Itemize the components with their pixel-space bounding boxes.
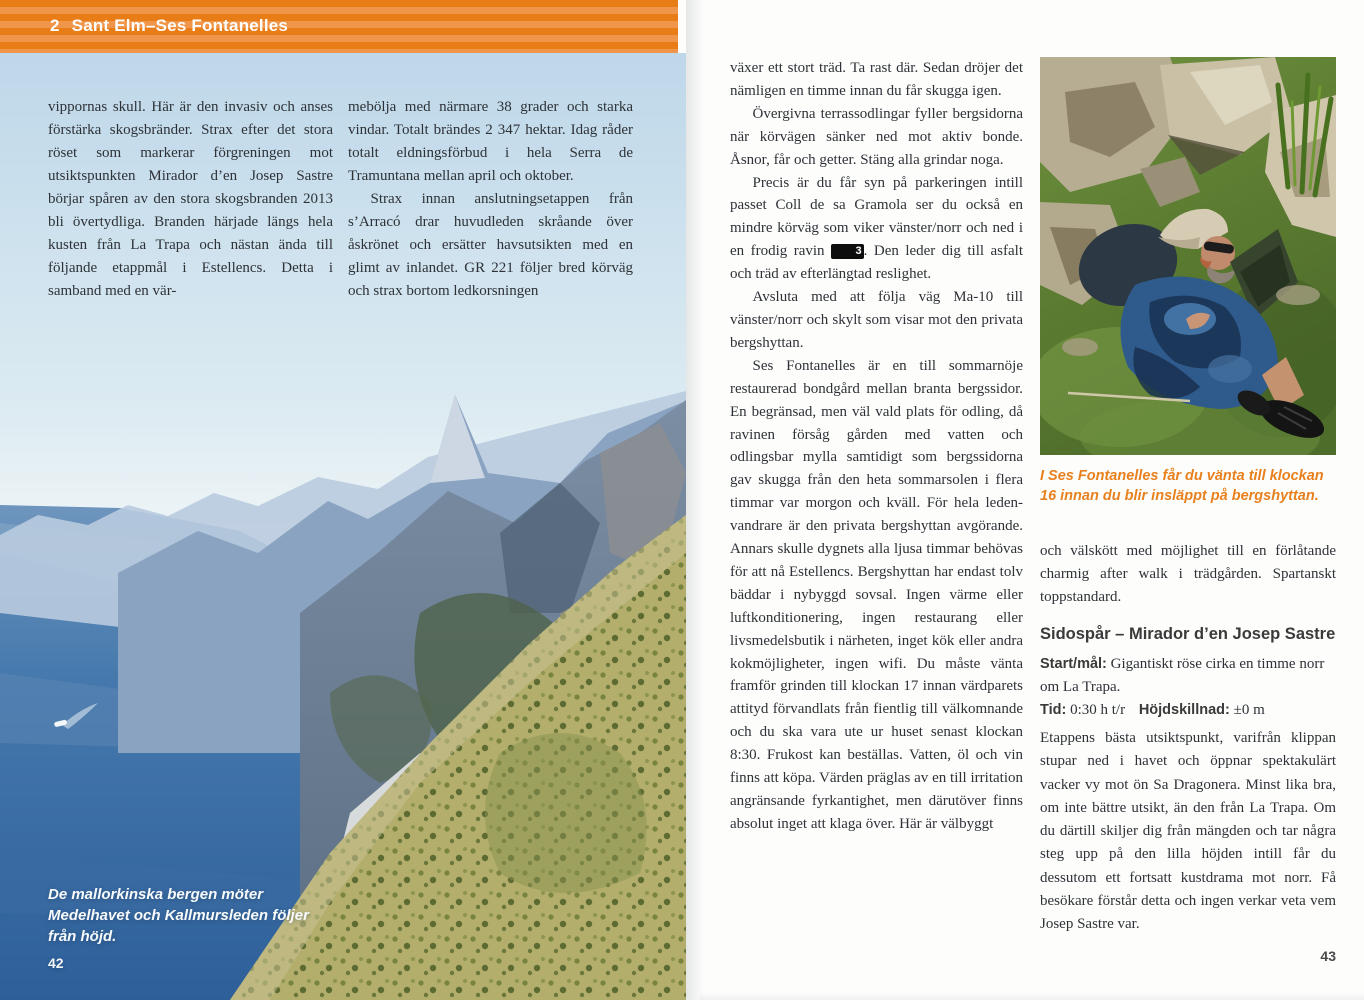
body-paragraph: och välskött med möjlighet till en förlåtande charmig after walk i trädgården. Spartanskt toppstandard. (1040, 543, 1336, 605)
chapter-title (50, 16, 288, 36)
ravine-marker-badge: 3 (831, 244, 864, 259)
body-paragraph: Övergivna terrassodlingar fyller bergsidorna när körvägen sänker ned mot aktiv bonde. Åsnor, får och getter. Stäng alla grindar noga. (730, 105, 1023, 168)
right-page-column-1 (730, 57, 1023, 943)
page-bottom-shadow (700, 993, 1364, 1000)
time-value: 0:30 h t/r (1070, 702, 1126, 718)
page-gutter (686, 0, 712, 1000)
elevation-label: Höjdskillnad: (1138, 702, 1230, 718)
page-number-right: 43 (1320, 948, 1336, 964)
body-text: . Den leder dig till asfalt och träd av efterlängtad reslighet. (730, 243, 1023, 283)
body-text: Precis är du får syn på parkeringen intill passet Coll de sa Gramola ser du också en mindre körväg som viker vänster/norr och ned i en frodig ravin (730, 174, 1023, 260)
start-goal-label: Start/mål: (1040, 656, 1107, 672)
sidetrack-info-block (1040, 653, 1336, 722)
body-paragraph: Avsluta med att följa väg Ma-10 till vänster/norr och skylt som visar mot den privata bergshyttan. (730, 289, 1023, 351)
sidetrack-body: Etappens bästa utsiktspunkt, varifrån klippan stupar ned i havet och öppnar spektakulärt vacker vy mot ön Sa Dragonera. Minst lika bra, om inte bättre utsikt, än den från La Trapa. Om du därtill skiljer dig från mängden och tar några steg upp på den lilla höjden intill får du dessutom ett fortsatt kustdrama mot norr. Få besökare förstår detta och ingen verkar veta vem Josep Sastre var. (1040, 730, 1336, 933)
left-page-column-2 (348, 96, 633, 303)
body-paragraph: mebölja med närmare 38 grader och starka vindar. Totalt brändes 2 347 hektar. Idag råder totalt eldningsförbud i hela Serra de Tramuntana mellan april och oktober. (348, 99, 633, 184)
time-label: Tid: (1040, 702, 1067, 718)
left-photo-caption: De mallorkinska bergen möter Medelhavet och Kallmursleden följer från höjd. (48, 886, 309, 945)
chapter-title-text: Sant Elm–Ses Fontanelles (71, 16, 289, 35)
chapter-number: 2 (50, 16, 60, 35)
body-paragraph: Strax innan anslutningsetappen från s’Arracó drar huvudleden skråande över åskrönet och ersätter havsutsikten med en glimt av inlandet. GR 221 följer bred körväg och strax bortom ledkorsningen (348, 191, 633, 299)
body-paragraph: vippornas skull. Här är den invasiv och anses förstärka skogsbränder. Strax efter det stora röset som markerar förgreningen mot utsiktspunkten Mirador d’en Josep Sastre börjar spåren av den stora skogsbranden 2013 bli övertydliga. Branden härjade längs hela kusten från La Trapa och nästan ända till följande etappmål i Estellencs. Detta i samband med en vär- (48, 99, 333, 299)
body-paragraph: växer ett stort träd. Ta rast där. Sedan dröjer det nämligen en timme innan du får skugga igen. (730, 60, 1023, 99)
body-paragraph-with-marker (730, 172, 1023, 287)
left-page-column-1 (48, 96, 333, 303)
start-goal-value: Gigantiskt röse cirka en timme norr om La Trapa. (1040, 656, 1325, 695)
hiker-resting-photo (1040, 57, 1336, 455)
right-photo-caption: I Ses Fontanelles får du vänta till klockan 16 innan du blir insläppt på bergshyttan. (1040, 468, 1324, 504)
body-paragraph: Ses Fontanelles är en till sommarnöje restaurerad bondgård mellan branta bergssidor. En begränsad, men väl vald plats för odling, då ravinen försåg gården med vatten och odlingsbar mylla samtidigt som bergssidorna gav skugga från den heta sommarsolen i flera timmar var morgon och kväll. För hela leden-vandrare är den privata bergshyttan avgörande. Annars skulle dygnets alla ljusa timmar behövas för att nå Estellencs. Bergshyttan har endast tolv bäddar i nybyggd sovsal. Ingen värme eller luftkonditionering, ingen restaurang eller livsmedelsbutik i närheten, inget kök eller andra kokmöjligheter, ingen wifi. Du måste vänta framför grinden till klockan 17 innan värdparets attityd förvandlats från fientlig till välkomnande och du ska vara ute ur huset senast klockan 8:30. Frukost kan beställas. Vatten, öl och vin finns att köpa. Värden präglas av en till irritation angränsande fyrkantighet, men därutöver finns absolut inget att klaga över. Här är välbyggt (730, 357, 1023, 832)
sidetrack-heading: Sidospår – Mirador d’en Josep Sastre (1040, 625, 1336, 643)
elevation-value: ±0 m (1233, 702, 1265, 718)
page-number-left: 42 (48, 955, 64, 971)
